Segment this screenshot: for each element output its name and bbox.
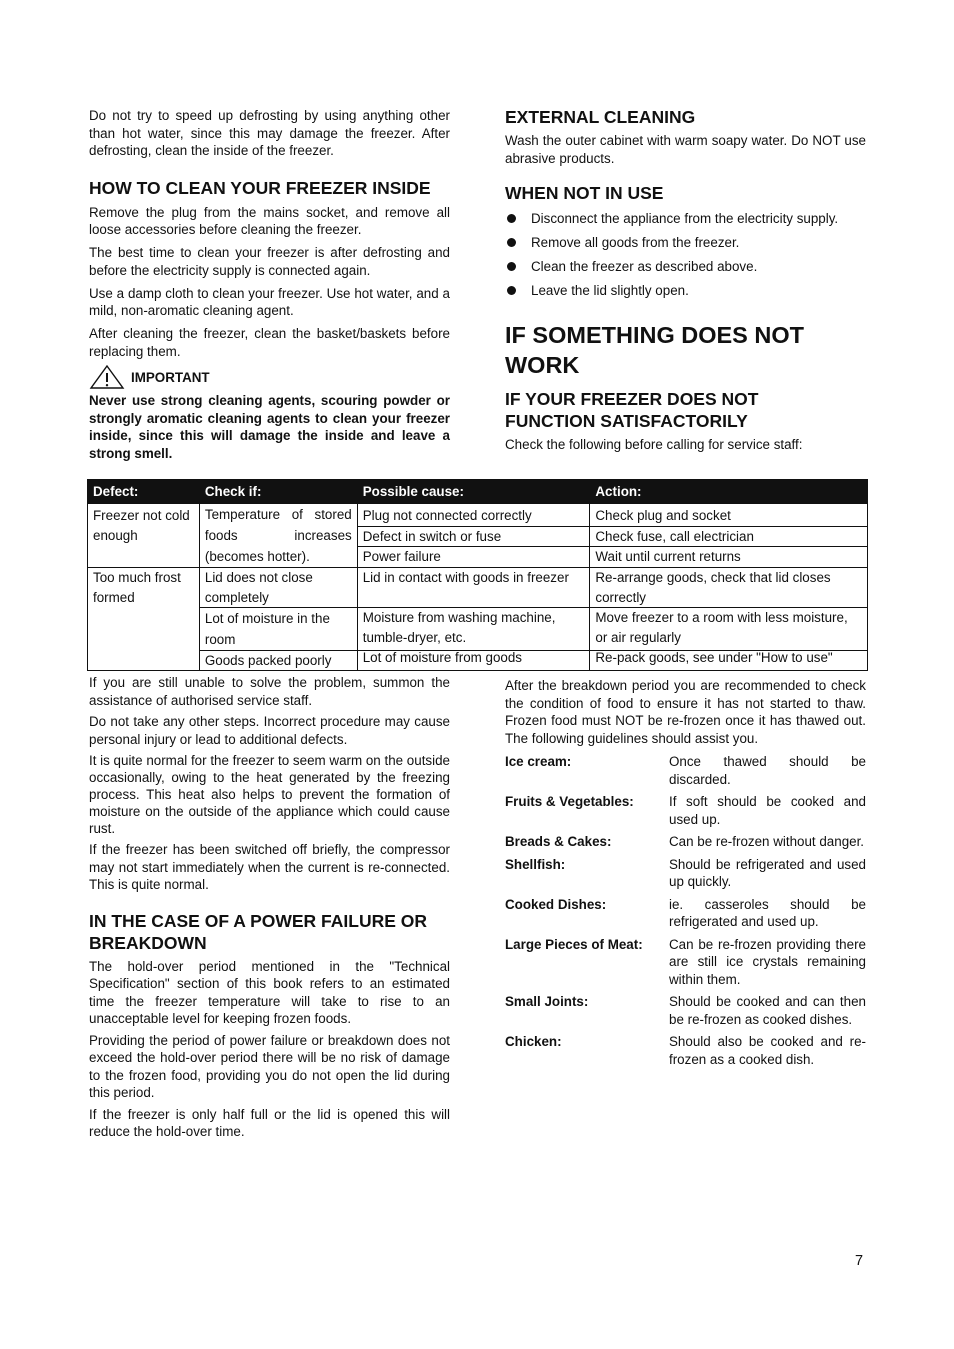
action-cell: Move freezer to a room with less moisture, or air regularly xyxy=(590,608,868,651)
table-header-row xyxy=(88,480,868,504)
action-cell: Check fuse, call electrician xyxy=(590,526,868,547)
food-type-label: Cooked Dishes: xyxy=(505,896,607,912)
clean-inside-heading: HOW TO CLEAN YOUR FREEZER INSIDE xyxy=(89,177,431,198)
defrost-intro: Do not try to speed up defrosting by using anything other than hot water, since this may damage the freezer. After defrosting, clean the inside of the freezer. xyxy=(89,108,450,158)
defect-cell: Freezer not cold enough xyxy=(88,504,200,568)
table-row xyxy=(88,568,868,608)
food-type-label: Ice cream: xyxy=(505,754,572,769)
action-cell: Re-arrange goods, check that lid closes correctly xyxy=(590,568,868,608)
cause-cell: Moisture from washing machine, tumble-dryer, etc. xyxy=(357,608,590,651)
bullet-icon xyxy=(507,286,516,295)
table-row xyxy=(88,504,868,527)
food-type-label: Fruits & Vegetables: xyxy=(505,794,634,809)
food-type-label: Shellfish: xyxy=(505,856,566,872)
list-item: Disconnect the appliance from the electricity supply. xyxy=(505,210,866,228)
table-row xyxy=(88,651,868,671)
cause-cell: Power failure xyxy=(357,547,590,568)
header-possible-cause: Possible cause: xyxy=(357,480,590,504)
check-cell: Lot of moisture in the room xyxy=(199,608,357,651)
header-defect: Defect: xyxy=(88,480,200,504)
body-paragraph: If the freezer has been switched off briefly, the compressor may not start immediately when the current is re-connected. This is quite normal. xyxy=(89,842,450,892)
body-paragraph: If the freezer is only half full or the lid is opened this will reduce the hold-over time. xyxy=(89,1106,450,1139)
food-guideline: Should also be cooked and re-frozen as a cooked dish. xyxy=(669,1034,866,1067)
body-paragraph: It is quite normal for the freezer to seem warm on the outside occasionally, owing to the heat generated by the freezing process. This heat also helps to prevent the formation of moisture on the outside of the appliance which could cause rust. xyxy=(89,753,450,836)
power-failure-heading: IN THE CASE OF A POWER FAILURE OR BREAKDOWN xyxy=(89,910,428,953)
warning-triangle-icon xyxy=(89,365,125,389)
defect-cell: Too much frost formed xyxy=(88,568,200,671)
check-cell: Lid does not close completely xyxy=(199,568,357,608)
check-cell: Goods packed poorly xyxy=(199,651,357,671)
food-type-label: Breads & Cakes: xyxy=(505,834,612,849)
clean-paragraph: Use a damp cloth to clean your freezer. Use hot water, and a mild, non-aromatic cleaning agent. xyxy=(89,285,450,318)
food-guideline: Can be re-frozen without danger. xyxy=(669,834,865,849)
food-guideline: If soft should be cooked and used up. xyxy=(669,794,866,827)
not-in-use-list xyxy=(505,210,866,300)
cause-cell: Lid in contact with goods in freezer xyxy=(357,568,590,608)
right-bottom-column xyxy=(505,677,866,1068)
breakdown-intro: After the breakdown period you are recommended to check the condition of food to ensure it has not started to thaw. Frozen food must NOT be re-frozen once it has thawed out. The following guidelines should assist you. xyxy=(505,678,866,746)
refreeze-guidelines xyxy=(505,753,866,1068)
external-cleaning-text: Wash the outer cabinet with warm soapy water. Do NOT use abrasive products. xyxy=(505,133,866,166)
important-label: IMPORTANT xyxy=(131,369,210,385)
does-not-function-heading: IF YOUR FREEZER DOES NOT FUNCTION SATISFACTORILY xyxy=(505,388,759,431)
check-intro: Check the following before calling for service staff: xyxy=(505,436,803,452)
body-paragraph: Providing the period of power failure or breakdown does not exceed the hold-over period there will be no risk of damage to the frozen food, providing you do not open the lid during this period. xyxy=(89,1032,450,1100)
important-text: Never use strong cleaning agents, scouring powder or strongly aromatic cleaning agents to clean your freezer inside, since this will damage the inside and leave a strong smell. xyxy=(89,393,450,461)
action-cell: Wait until current returns xyxy=(590,547,868,568)
header-action: Action: xyxy=(590,480,868,504)
food-guideline: Once thawed should be discarded. xyxy=(669,754,866,787)
not-in-use-heading: WHEN NOT IN USE xyxy=(505,183,664,203)
food-type-label: Chicken: xyxy=(505,1034,562,1049)
body-paragraph: If you are still unable to solve the problem, summon the assistance of authorised service staff. xyxy=(89,675,450,708)
action-cell: Check plug and socket xyxy=(590,504,868,527)
right-top-column xyxy=(505,106,866,453)
clean-paragraph: After cleaning the freezer, clean the basket/baskets before replacing them. xyxy=(89,326,450,359)
food-guideline: Should be cooked and can then be re-frozen as cooked dishes. xyxy=(669,994,866,1027)
list-item: Clean the freezer as described above. xyxy=(505,258,866,276)
food-type-label: Small Joints: xyxy=(505,994,589,1009)
food-type-label: Large Pieces of Meat: xyxy=(505,936,643,952)
troubleshooting-table xyxy=(87,479,868,671)
left-bottom-column xyxy=(89,674,450,1141)
cause-cell: Lot of moisture from goods xyxy=(357,651,590,671)
bullet-icon xyxy=(507,214,516,223)
clean-paragraph: Remove the plug from the mains socket, and remove all loose accessories before cleaning the freezer. xyxy=(89,204,450,237)
external-cleaning-heading: EXTERNAL CLEANING xyxy=(505,107,696,127)
food-guideline: Can be re-frozen providing there are still ice crystals remaining within them. xyxy=(669,936,866,987)
left-top-column xyxy=(89,107,450,462)
food-guideline: Should be refrigerated and used up quickly. xyxy=(669,856,866,889)
body-paragraph: The hold-over period mentioned in the "Technical Specification" section of this book refers to an estimated time the freezer temperature will take to rise to an unacceptable level for keeping frozen foods. xyxy=(89,958,450,1026)
bullet-icon xyxy=(507,262,516,271)
food-guideline: ie. casseroles should be refrigerated and used up. xyxy=(669,896,866,929)
bullet-icon xyxy=(507,238,516,247)
important-notice xyxy=(89,365,450,389)
table-row xyxy=(88,608,868,651)
list-item: Leave the lid slightly open. xyxy=(505,282,866,300)
list-item: Remove all goods from the freezer. xyxy=(505,234,866,252)
page-number: 7 xyxy=(855,1253,864,1269)
body-paragraph: Do not take any other steps. Incorrect procedure may cause personal injury or lead to additional defects. xyxy=(89,714,450,747)
clean-paragraph: The best time to clean your freezer is after defrosting and before the electricity supply is connected again. xyxy=(89,245,450,278)
check-cell: Temperature of stored foods increases (becomes hotter). xyxy=(199,504,357,568)
if-something-does-not-work-heading: IF SOMETHING DOES NOT WORK xyxy=(505,321,804,378)
header-check-if: Check if: xyxy=(199,480,357,504)
cause-cell: Plug not connected correctly xyxy=(357,504,590,527)
cause-cell: Defect in switch or fuse xyxy=(357,526,590,547)
action-cell: Re-pack goods, see under "How to use" xyxy=(590,651,868,671)
